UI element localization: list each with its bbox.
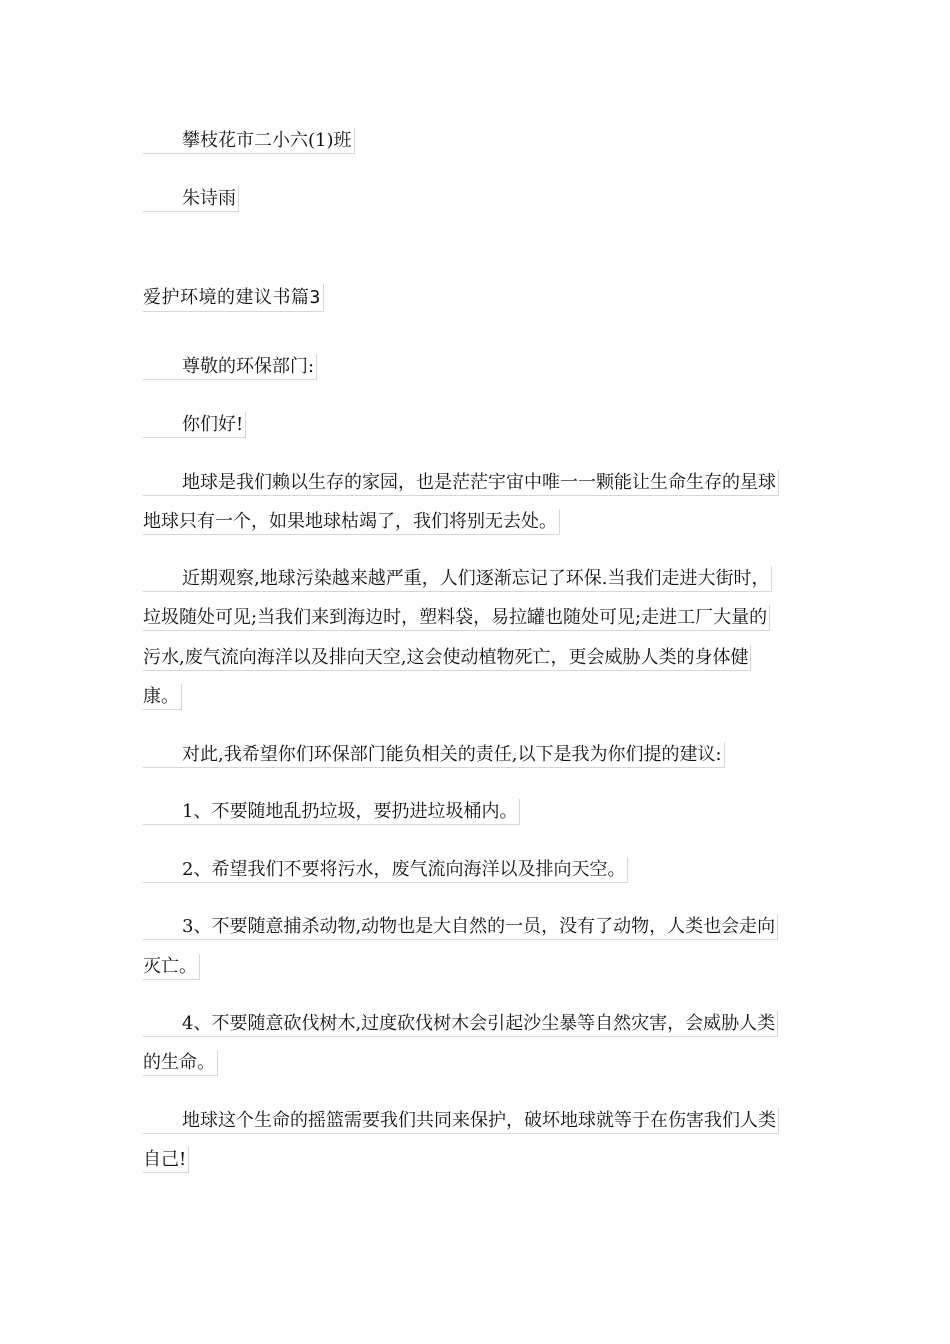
- paragraph-line: 近期观察,地球污染越来越严重，人们逐渐忘记了环保.当我们走进大街时，: [143, 566, 772, 592]
- suggestion-line: 4、不要随意砍伐树木,过度砍伐树木会引起沙尘暴等自然灾害，会威胁人类: [143, 1011, 778, 1037]
- paragraph-line: 地球是我们赖以生存的家园，也是茫茫宇宙中唯一一颗能让生命生存的星球: [143, 470, 779, 496]
- suggestion-line: 1、不要随地乱扔垃圾，要扔进垃圾桶内。: [143, 799, 520, 825]
- suggestion-line: 2、希望我们不要将污水，废气流向海洋以及排向天空。: [143, 857, 628, 883]
- closing-line: 地球这个生命的摇篮需要我们共同来保护，破坏地球就等于在伤害我们人类: [143, 1108, 779, 1134]
- suggestion-line: 的生命。: [143, 1050, 218, 1076]
- greeting: 你们好!: [143, 412, 246, 438]
- closing-line: 自己!: [143, 1147, 189, 1173]
- signature-name: 朱诗雨: [143, 186, 239, 212]
- paragraph-line: 对此,我希望你们环保部门能负相关的责任,以下是我为你们提的建议:: [143, 742, 725, 768]
- article-title: 爱护环境的建议书篇3: [143, 284, 324, 312]
- signature-school: 攀枝花市二小六(1)班: [143, 128, 355, 154]
- salutation: 尊敬的环保部门:: [143, 354, 317, 380]
- paragraph-line: 垃圾随处可见;当我们来到海边时，塑料袋，易拉罐也随处可见;走进工厂大量的: [143, 605, 770, 631]
- suggestion-line: 3、不要随意捕杀动物,动物也是大自然的一员，没有了动物，人类也会走向: [143, 914, 778, 940]
- suggestion-line: 灭亡。: [143, 954, 200, 980]
- paragraph-line: 地球只有一个，如果地球枯竭了，我们将别无去处。: [143, 509, 560, 535]
- paragraph-line: 康。: [143, 684, 182, 710]
- paragraph-line: 污水,废气流向海洋以及排向天空,这会使动植物死亡，更会威胁人类的身体健: [143, 645, 751, 671]
